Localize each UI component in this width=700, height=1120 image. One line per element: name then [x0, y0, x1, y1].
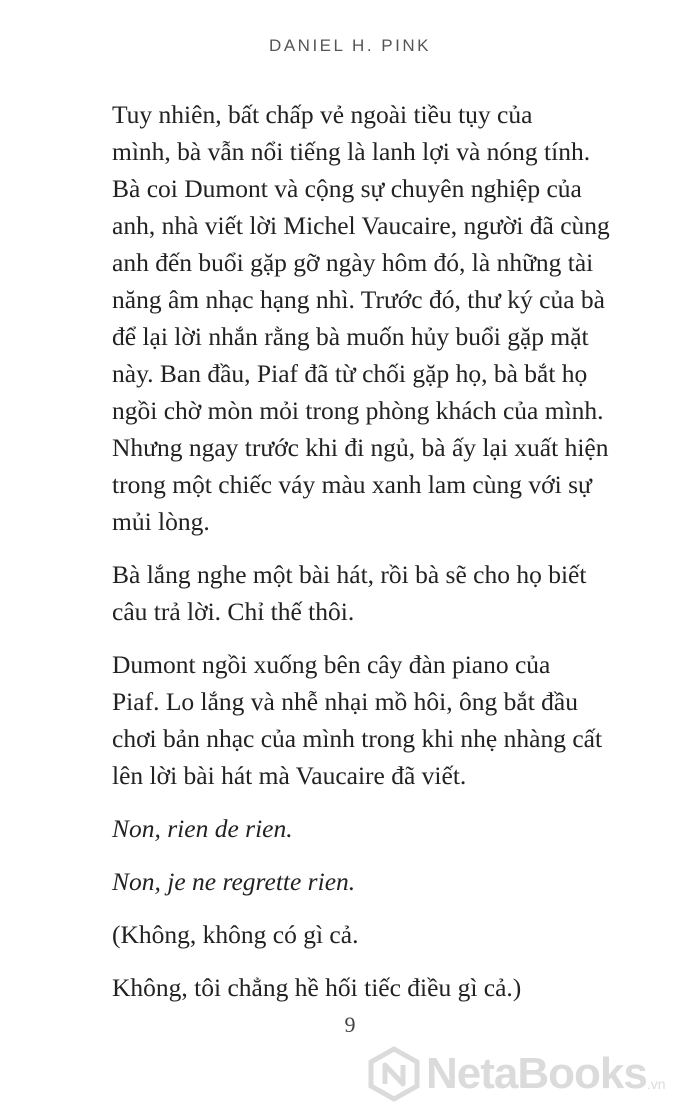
text-line: Bà coi Dumont và cộng sự chuyên nghiệp của [112, 174, 582, 203]
text-line: năng âm nhạc hạng nhì. Trước đó, thư ký của bà [112, 285, 605, 314]
text-line: để lại lời nhắn rằng bà muốn hủy buổi gặp mặt [112, 322, 589, 351]
page-number: 9 [344, 1012, 356, 1037]
text-line: này. Ban đầu, Piaf đã từ chối gặp họ, bà bắt họ [112, 359, 588, 388]
running-header: DANIEL H. PINK [269, 36, 431, 55]
text-line: Piaf. Lo lắng và nhễ nhại mồ hôi, ông bắt đầu [112, 687, 578, 716]
text-line: câu trả lời. Chỉ thế thôi. [112, 597, 355, 626]
watermark [366, 1042, 666, 1106]
text-line: anh, nhà viết lời Michel Vaucaire, người đã cùng [112, 211, 610, 240]
text-line: trong một chiếc váy màu xanh lam cùng với sự [112, 470, 592, 499]
watermark-brand: NetaBooks [426, 1049, 647, 1098]
text-line: lên lời bài hát mà Vaucaire đã viết. [112, 761, 467, 790]
text-line: ngồi chờ mòn mỏi trong phòng khách của mình. [112, 396, 604, 425]
text-line: anh đến buổi gặp gỡ ngày hôm đó, là những tài [112, 248, 594, 277]
watermark-suffix: .vn [646, 1076, 666, 1092]
lyric-line-2: Non, je ne regrette rien. [112, 867, 356, 896]
text-line: Tuy nhiên, bất chấp vẻ ngoài tiều tụy của [112, 100, 533, 129]
translation-line-1: (Không, không có gì cả. [112, 920, 359, 949]
page-body [112, 96, 632, 1022]
lyric-line-1: Non, rien de rien. [112, 814, 293, 843]
text-line: mình, bà vẫn nổi tiếng là lanh lợi và nóng tính. [112, 137, 591, 166]
translation-line-2: Không, tôi chẳng hề hối tiếc điều gì cả.) [112, 973, 522, 1002]
text-line: mủi lòng. [112, 507, 210, 536]
paragraph-1 [112, 96, 632, 540]
netabooks-logo-icon [366, 1046, 422, 1102]
text-line: Dumont ngồi xuống bên cây đàn piano của [112, 650, 551, 679]
text-line: chơi bản nhạc của mình trong khi nhẹ nhàng cất [112, 724, 603, 753]
paragraph-3 [112, 646, 632, 794]
text-line: Bà lắng nghe một bài hát, rồi bà sẽ cho họ biết [112, 560, 587, 589]
text-line: Nhưng ngay trước khi đi ngủ, bà ấy lại xuất hiện [112, 433, 609, 462]
paragraph-2 [112, 556, 632, 630]
